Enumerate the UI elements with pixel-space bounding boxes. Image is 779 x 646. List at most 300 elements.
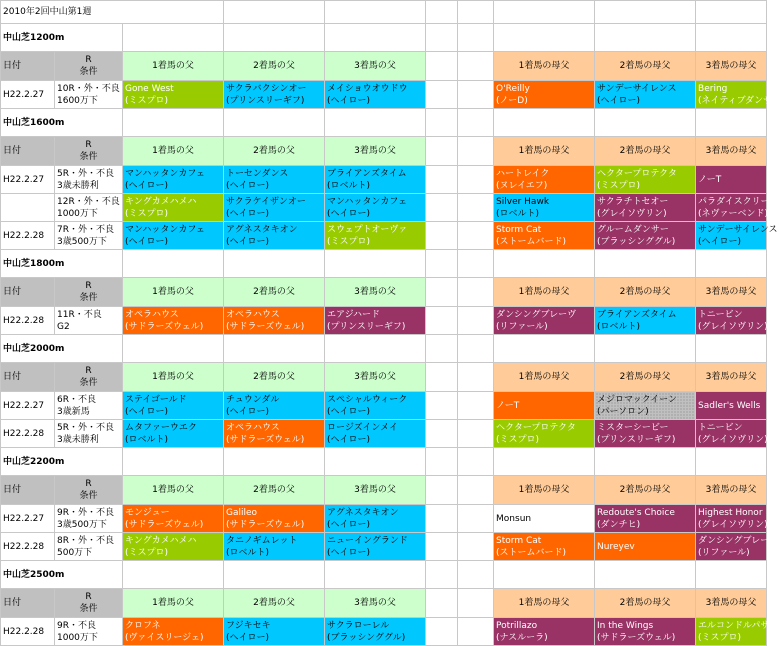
header-sire-3[interactable]: 3着馬の父 <box>325 363 426 392</box>
empty-cell[interactable] <box>458 533 494 561</box>
empty-cell[interactable] <box>458 52 494 81</box>
empty-cell[interactable] <box>595 335 696 363</box>
horse-name: サクラチトセオー <box>597 196 669 207</box>
header-sire-2[interactable]: 2着馬の父 <box>224 52 325 81</box>
horse-name: Highest Honor <box>698 507 763 518</box>
sire-line: (パーソロン) <box>597 406 649 417</box>
empty-cell[interactable] <box>426 307 458 335</box>
empty-cell[interactable] <box>123 561 224 589</box>
header-sire-2[interactable]: 2着馬の父 <box>224 476 325 505</box>
race-number-track: 10R・外・不良 <box>57 83 120 94</box>
empty-cell[interactable] <box>595 250 696 278</box>
horse-name: グルームダンサー <box>597 224 669 235</box>
empty-cell[interactable] <box>696 448 767 476</box>
horse-name: モンジュー <box>125 507 170 518</box>
dam-sire-cell-2[interactable] <box>595 194 696 222</box>
column-header-row <box>1 52 767 81</box>
sire-line: (グレイソヴリン) <box>698 434 768 445</box>
column-header-row <box>1 476 767 505</box>
empty-cell[interactable] <box>426 476 458 505</box>
header-dam-sire-1[interactable]: 1着馬の母父 <box>494 52 595 81</box>
sire-cell-3[interactable] <box>325 533 426 561</box>
empty-cell[interactable] <box>696 335 767 363</box>
empty-cell[interactable] <box>426 278 458 307</box>
sire-line: (ストームバード) <box>496 236 567 247</box>
header-dam-sire-3[interactable]: 3着馬の母父 <box>696 589 767 618</box>
sire-cell-3[interactable] <box>325 392 426 420</box>
race-condition[interactable] <box>55 618 123 646</box>
empty-cell[interactable] <box>458 307 494 335</box>
race-condition[interactable] <box>55 420 123 448</box>
sire-line: (ミスプロ) <box>698 632 742 643</box>
empty-cell[interactable] <box>494 335 595 363</box>
race-date[interactable]: H22.2.28 <box>1 420 55 448</box>
sire-cell-2[interactable] <box>224 307 325 335</box>
horse-name: キングカメハメハ <box>125 535 197 546</box>
empty-cell[interactable] <box>458 194 494 222</box>
header-race-condition[interactable] <box>55 278 123 307</box>
horse-name: ダンシングブレーヴ <box>698 535 779 546</box>
dam-sire-cell-2[interactable] <box>595 166 696 194</box>
race-class: 500万下 <box>57 547 93 558</box>
empty-cell[interactable] <box>123 448 224 476</box>
race-class: 1600万下 <box>57 95 98 106</box>
sire-cell-1[interactable] <box>123 420 224 448</box>
empty-cell[interactable] <box>325 24 426 52</box>
sire-cell-3[interactable] <box>325 307 426 335</box>
empty-cell[interactable] <box>696 24 767 52</box>
section-title[interactable]: 中山芝1200m <box>1 24 123 52</box>
sire-line: (ロベルト) <box>496 208 540 219</box>
header-dam-sire-1[interactable]: 1着馬の母父 <box>494 137 595 166</box>
empty-cell[interactable] <box>426 420 458 448</box>
header-sire-1[interactable]: 1着馬の父 <box>123 589 224 618</box>
header-dam-sire-3[interactable]: 3着馬の母父 <box>696 363 767 392</box>
header-condition-label: 条件 <box>79 378 98 388</box>
sire-line: (グレイソヴリン) <box>698 321 768 332</box>
race-class: 3歳500万下 <box>57 519 107 530</box>
section-title-row <box>1 109 767 137</box>
empty-cell[interactable] <box>458 335 494 363</box>
dam-sire-cell-2[interactable] <box>595 533 696 561</box>
sire-cell-2[interactable] <box>224 392 325 420</box>
sire-cell-1[interactable] <box>123 222 224 250</box>
sire-line: (ヌレイエフ) <box>496 180 548 191</box>
race-condition[interactable] <box>55 533 123 561</box>
header-date[interactable]: 日付 <box>1 589 55 618</box>
header-sire-2[interactable]: 2着馬の父 <box>224 137 325 166</box>
empty-cell[interactable] <box>325 109 426 137</box>
empty-cell[interactable] <box>458 250 494 278</box>
horse-name: フジキセキ <box>226 620 271 631</box>
header-race-condition[interactable] <box>55 476 123 505</box>
sire-line: (ヘイロー) <box>327 95 371 106</box>
header-dam-sire-2[interactable]: 2着馬の母父 <box>595 137 696 166</box>
empty-cell[interactable] <box>426 448 458 476</box>
empty-cell[interactable] <box>696 109 767 137</box>
empty-cell[interactable] <box>458 81 494 109</box>
dam-sire-cell-3[interactable] <box>696 222 778 250</box>
race-number-track: 12R・外・不良 <box>57 196 120 207</box>
empty-cell[interactable] <box>325 561 426 589</box>
empty-cell[interactable] <box>458 392 494 420</box>
sire-line: (ヘイロー) <box>327 208 371 219</box>
header-sire-3[interactable]: 3着馬の父 <box>325 52 426 81</box>
header-dam-sire-2[interactable]: 2着馬の母父 <box>595 476 696 505</box>
dam-sire-cell-2[interactable] <box>595 618 696 646</box>
race-condition[interactable] <box>55 194 123 222</box>
empty-cell[interactable] <box>458 222 494 250</box>
section-title-row <box>1 448 767 476</box>
race-date[interactable]: H22.2.27 <box>1 392 55 420</box>
empty-cell[interactable] <box>494 448 595 476</box>
empty-cell[interactable] <box>224 335 325 363</box>
race-number-track: 11R・不良 <box>57 309 102 320</box>
header-dam-sire-3[interactable]: 3着馬の母父 <box>696 278 767 307</box>
sire-cell-3[interactable] <box>325 222 426 250</box>
empty-cell[interactable] <box>458 166 494 194</box>
empty-cell[interactable] <box>426 194 458 222</box>
dam-sire-cell-2[interactable] <box>595 81 696 109</box>
horse-name: クロフネ <box>125 620 161 631</box>
horse-name: トーセンダンス <box>226 168 289 179</box>
empty-cell[interactable] <box>494 109 595 137</box>
race-date[interactable]: H22.2.27 <box>1 81 55 109</box>
horse-name: オペラハウス <box>226 422 280 433</box>
horse-name: ロージズインメイ <box>327 422 398 433</box>
horse-name: キングカメハメハ <box>125 196 197 207</box>
sire-cell-3[interactable] <box>325 166 426 194</box>
header-race-condition[interactable] <box>55 137 123 166</box>
column-header-row <box>1 589 767 618</box>
dam-sire-cell-3[interactable] <box>696 392 767 420</box>
race-date[interactable] <box>1 194 55 222</box>
sire-line: (サドラーズウェル) <box>226 519 305 530</box>
header-sire-1[interactable]: 1着馬の父 <box>123 363 224 392</box>
race-condition[interactable] <box>55 392 123 420</box>
empty-cell[interactable] <box>595 561 696 589</box>
sire-line: (ヘイロー) <box>226 632 270 643</box>
header-dam-sire-1[interactable]: 1着馬の母父 <box>494 476 595 505</box>
empty-cell[interactable] <box>426 52 458 81</box>
dam-sire-cell-3[interactable] <box>696 81 776 109</box>
race-condition[interactable] <box>55 307 123 335</box>
header-sire-3[interactable]: 3着馬の父 <box>325 278 426 307</box>
empty-cell[interactable] <box>426 166 458 194</box>
empty-cell[interactable] <box>325 335 426 363</box>
sire-cell-3[interactable] <box>325 420 426 448</box>
dam-sire-cell-3[interactable] <box>696 166 767 194</box>
section-title[interactable]: 中山芝1800m <box>1 250 123 278</box>
header-sire-3[interactable]: 3着馬の父 <box>325 476 426 505</box>
dam-sire-cell-2[interactable] <box>595 222 696 250</box>
empty-cell[interactable] <box>325 250 426 278</box>
empty-cell[interactable] <box>458 109 494 137</box>
header-dam-sire-2[interactable]: 2着馬の母父 <box>595 52 696 81</box>
header-dam-sire-3[interactable]: 3着馬の母父 <box>696 476 767 505</box>
race-date[interactable]: H22.2.28 <box>1 618 55 646</box>
dam-sire-cell-3[interactable] <box>696 618 779 646</box>
header-r-label: R <box>85 366 92 376</box>
race-date[interactable]: H22.2.28 <box>1 222 55 250</box>
dam-sire-cell-2[interactable] <box>595 420 696 448</box>
sire-cell-2[interactable] <box>224 222 325 250</box>
sire-line: (ロベルト) <box>327 180 371 191</box>
sire-cell-2[interactable] <box>224 81 325 109</box>
sire-line: (ヘイロー) <box>125 406 169 417</box>
sire-cell-2[interactable] <box>224 618 325 646</box>
empty-cell[interactable] <box>458 278 494 307</box>
empty-cell[interactable] <box>426 109 458 137</box>
dam-sire-cell-1[interactable] <box>494 533 595 561</box>
empty-cell[interactable] <box>595 109 696 137</box>
header-sire-2[interactable]: 2着馬の父 <box>224 363 325 392</box>
dam-sire-cell-3[interactable] <box>696 505 767 533</box>
empty-cell[interactable] <box>426 561 458 589</box>
dam-sire-cell-3[interactable] <box>696 194 779 222</box>
race-class: 3歳500万下 <box>57 236 107 247</box>
empty-cell[interactable] <box>696 561 767 589</box>
horse-name: パラダイスクリーク <box>698 196 779 207</box>
header-race-condition[interactable] <box>55 52 123 81</box>
sire-line: (グレイソヴリン) <box>597 208 667 219</box>
race-row <box>1 222 767 250</box>
empty-cell[interactable] <box>494 561 595 589</box>
header-dam-sire-2[interactable]: 2着馬の母父 <box>595 363 696 392</box>
empty-cell[interactable] <box>224 250 325 278</box>
race-date[interactable]: H22.2.28 <box>1 533 55 561</box>
horse-name: ステイゴールド <box>125 394 187 405</box>
sire-cell-3[interactable] <box>325 81 426 109</box>
empty-cell[interactable] <box>325 448 426 476</box>
horse-name: スペシャルウィーク <box>327 394 408 405</box>
empty-cell[interactable] <box>426 533 458 561</box>
race-condition[interactable] <box>55 505 123 533</box>
empty-cell[interactable] <box>458 589 494 618</box>
header-dam-sire-1[interactable]: 1着馬の母父 <box>494 363 595 392</box>
horse-name: Galileo <box>226 507 258 518</box>
header-sire-2[interactable]: 2着馬の父 <box>224 589 325 618</box>
race-row <box>1 392 767 420</box>
section-title-row <box>1 24 767 52</box>
header-dam-sire-2[interactable]: 2着馬の母父 <box>595 278 696 307</box>
sire-line: (ナスルーラ) <box>496 632 548 643</box>
empty-cell[interactable] <box>426 81 458 109</box>
empty-cell[interactable] <box>458 476 494 505</box>
header-sire-3[interactable]: 3着馬の父 <box>325 589 426 618</box>
race-row <box>1 420 767 448</box>
sire-cell-1[interactable] <box>123 81 224 109</box>
dam-sire-cell-2[interactable] <box>595 505 696 533</box>
horse-name: オペラハウス <box>226 309 280 320</box>
section-title[interactable]: 中山芝2500m <box>1 561 123 589</box>
empty-cell[interactable] <box>426 24 458 52</box>
header-race-condition[interactable] <box>55 589 123 618</box>
section-title[interactable]: 中山芝2000m <box>1 335 123 363</box>
dam-sire-cell-3[interactable] <box>696 307 767 335</box>
horse-name: マンハッタンカフェ <box>125 168 205 179</box>
race-condition[interactable] <box>55 166 123 194</box>
empty-cell[interactable] <box>123 109 224 137</box>
section-title[interactable]: 中山芝1600m <box>1 109 123 137</box>
race-number-track: 5R・外・不良 <box>57 168 114 179</box>
dam-sire-cell-1[interactable] <box>494 420 595 448</box>
sire-cell-2[interactable] <box>224 505 325 533</box>
header-r-label: R <box>85 140 92 150</box>
dam-sire-cell-2[interactable] <box>595 307 696 335</box>
dam-sire-cell-3[interactable] <box>696 420 767 448</box>
sire-cell-1[interactable] <box>123 166 224 194</box>
section-title[interactable]: 中山芝2200m <box>1 448 123 476</box>
sire-cell-1[interactable] <box>123 194 224 222</box>
race-row <box>1 618 767 646</box>
header-condition-label: 条件 <box>79 491 98 501</box>
header-date[interactable]: 日付 <box>1 476 55 505</box>
horse-name: アグネスタキオン <box>327 507 399 518</box>
empty-cell[interactable] <box>458 363 494 392</box>
empty-cell[interactable] <box>494 24 595 52</box>
sire-cell-2[interactable] <box>224 420 325 448</box>
empty-cell[interactable] <box>224 448 325 476</box>
column-header-row <box>1 278 767 307</box>
horse-name: Nureyev <box>597 541 635 552</box>
dam-sire-cell-1[interactable] <box>494 392 595 420</box>
section-title-row <box>1 335 767 363</box>
sire-line: (ヘイロー) <box>327 519 371 530</box>
empty-cell[interactable] <box>458 420 494 448</box>
empty-cell[interactable] <box>595 24 696 52</box>
header-date[interactable]: 日付 <box>1 52 55 81</box>
empty-cell[interactable] <box>426 392 458 420</box>
sire-cell-3[interactable] <box>325 194 426 222</box>
sire-cell-1[interactable] <box>123 533 224 561</box>
horse-name: サンデーサイレンス <box>597 83 677 94</box>
horse-name: スウェプトオーヴァ <box>327 224 408 235</box>
dam-sire-cell-1[interactable] <box>494 194 595 222</box>
empty-cell[interactable] <box>224 109 325 137</box>
race-date[interactable]: H22.2.27 <box>1 505 55 533</box>
dam-sire-cell-3[interactable] <box>696 533 779 561</box>
race-row <box>1 194 767 222</box>
header-dam-sire-1[interactable]: 1着馬の母父 <box>494 278 595 307</box>
horse-name: Storm Cat <box>496 224 542 235</box>
horse-name: In the Wings <box>597 620 654 631</box>
sire-cell-3[interactable] <box>325 505 426 533</box>
header-dam-sire-3[interactable]: 3着馬の母父 <box>696 52 767 81</box>
race-condition[interactable] <box>55 81 123 109</box>
empty-cell[interactable] <box>123 250 224 278</box>
race-date[interactable]: H22.2.27 <box>1 166 55 194</box>
header-date[interactable]: 日付 <box>1 278 55 307</box>
empty-cell[interactable] <box>458 505 494 533</box>
empty-cell[interactable] <box>426 222 458 250</box>
header-sire-2[interactable]: 2着馬の父 <box>224 278 325 307</box>
sire-cell-1[interactable] <box>123 307 224 335</box>
sheet-title[interactable]: 2010年2回中山第1週 <box>1 1 224 24</box>
sire-line: (ミスプロ) <box>597 180 641 191</box>
race-date[interactable]: H22.2.28 <box>1 307 55 335</box>
sire-cell-3[interactable] <box>325 618 426 646</box>
empty-cell[interactable] <box>458 561 494 589</box>
sire-cell-2[interactable] <box>224 533 325 561</box>
header-dam-sire-1[interactable]: 1着馬の母父 <box>494 589 595 618</box>
empty-cell[interactable] <box>458 24 494 52</box>
sire-cell-2[interactable] <box>224 194 325 222</box>
empty-cell[interactable] <box>426 335 458 363</box>
dam-sire-cell-1[interactable] <box>494 222 595 250</box>
header-sire-1[interactable]: 1着馬の父 <box>123 476 224 505</box>
race-number-track: 8R・外・不良 <box>57 535 114 546</box>
horse-name: エルコンドルパサー <box>698 620 779 631</box>
empty-cell[interactable] <box>696 250 767 278</box>
empty-cell[interactable] <box>494 250 595 278</box>
empty-cell[interactable] <box>458 448 494 476</box>
dam-sire-cell-2[interactable] <box>595 392 696 420</box>
sire-line: (ロベルト) <box>226 547 270 558</box>
horse-name: Sadler's Wells <box>698 400 761 411</box>
empty-cell[interactable] <box>123 335 224 363</box>
sire-cell-1[interactable] <box>123 618 224 646</box>
header-dam-sire-2[interactable]: 2着馬の母父 <box>595 589 696 618</box>
empty-cell[interactable] <box>123 24 224 52</box>
empty-cell[interactable] <box>224 561 325 589</box>
sire-cell-1[interactable] <box>123 505 224 533</box>
header-dam-sire-3[interactable]: 3着馬の母父 <box>696 137 767 166</box>
sire-line: (ヘイロー) <box>597 95 641 106</box>
empty-cell[interactable] <box>426 589 458 618</box>
sire-line: (サドラーズウェル) <box>597 632 676 643</box>
race-class: 1000万下 <box>57 632 98 643</box>
header-sire-1[interactable]: 1着馬の父 <box>123 137 224 166</box>
race-class: 3歳新馬 <box>57 406 90 417</box>
sire-line: (ブラッシンググル) <box>597 236 676 247</box>
horse-name: サクラケイザンオー <box>226 196 306 207</box>
empty-cell[interactable] <box>458 618 494 646</box>
sire-line: (プリンスリーギフ) <box>327 321 406 332</box>
empty-cell[interactable] <box>224 24 325 52</box>
sire-cell-1[interactable] <box>123 392 224 420</box>
empty-cell[interactable] <box>426 618 458 646</box>
header-sire-1[interactable]: 1着馬の父 <box>123 278 224 307</box>
sire-line: (ヘイロー) <box>226 180 270 191</box>
race-condition[interactable] <box>55 222 123 250</box>
header-sire-3[interactable]: 3着馬の父 <box>325 137 426 166</box>
dam-sire-cell-1[interactable] <box>494 505 595 533</box>
empty-cell[interactable] <box>426 363 458 392</box>
empty-cell[interactable] <box>595 448 696 476</box>
empty-cell[interactable] <box>426 505 458 533</box>
sire-line: (プリンスリーギフ) <box>597 434 676 445</box>
race-row <box>1 505 767 533</box>
header-date[interactable]: 日付 <box>1 363 55 392</box>
empty-cell[interactable] <box>426 137 458 166</box>
empty-cell[interactable] <box>458 137 494 166</box>
horse-name: オペラハウス <box>125 309 179 320</box>
header-race-condition[interactable] <box>55 363 123 392</box>
header-sire-1[interactable]: 1着馬の父 <box>123 52 224 81</box>
horse-name: タニノギムレット <box>226 535 298 546</box>
dam-sire-cell-1[interactable] <box>494 81 595 109</box>
sire-cell-2[interactable] <box>224 166 325 194</box>
sire-line: (ミスプロ) <box>125 208 169 219</box>
header-date[interactable]: 日付 <box>1 137 55 166</box>
dam-sire-cell-1[interactable] <box>494 307 595 335</box>
dam-sire-cell-1[interactable] <box>494 166 595 194</box>
empty-cell[interactable] <box>426 250 458 278</box>
dam-sire-cell-1[interactable] <box>494 618 595 646</box>
horse-name: O'Reilly <box>496 83 530 94</box>
horse-name: ヘクタープロテクタ <box>597 168 677 179</box>
